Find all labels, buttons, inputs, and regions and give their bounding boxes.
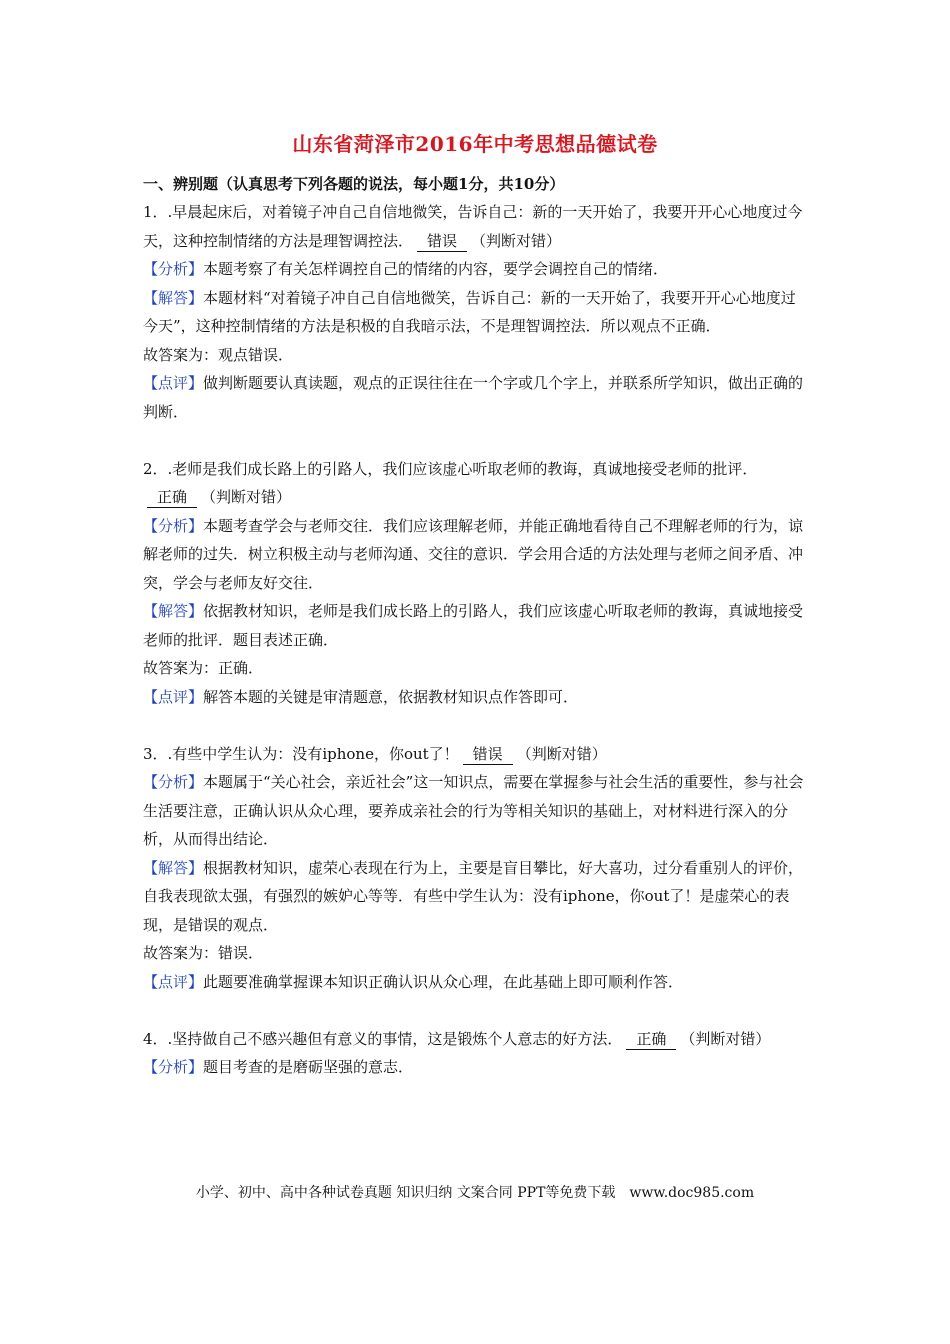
answer-blank: 错误 xyxy=(463,744,513,765)
solution-paragraph: 【解答】根据教材知识，虚荣心表现在行为上，主要是盲目攀比，好大喜功，过分看重别人的评价，自我表现欲太强，有强烈的嫉妒心等等．有些中学生认为：没有iphone，你out了！是虚荣心的表现，是错误的观点． xyxy=(143,858,804,934)
analysis-paragraph: 【分析】本题考查学会与老师交往．我们应该理解老师，并能正确地看待自己不理解老师的行为，谅解老师的过失．树立积极主动与老师沟通、交往的意识．学会用合适的方法处理与老师之间矛盾、冲突，学会与老师友好交往． xyxy=(143,516,804,592)
question-stem: 1．.早晨起床后，对着镜子冲自己自信地微笑，告诉自己：新的一天开始了，我要开开心心地度过今天，这种控制情绪的方法是理智调控法． 错误 （判断对错） xyxy=(143,203,803,250)
answer-blank: 错误 xyxy=(417,231,467,252)
comment-paragraph: 【点评】此题要准确掌握课本知识正确认识从众心理，在此基础上即可顺利作答． xyxy=(143,972,684,991)
judge-note: （判断对错） xyxy=(201,488,292,506)
solution-paragraph: 【解答】本题材料“对着镜子冲自己自信地微笑，告诉自己：新的一天开始了，我要开开心心地度过今天”，这种控制情绪的方法是积极的自我暗示法，不是理智调控法．所以观点不正确． xyxy=(143,288,796,335)
comment-tag: 【点评】 xyxy=(143,687,204,706)
comment-tag: 【点评】 xyxy=(143,972,204,991)
document-title: 山东省菏泽市2016年中考思想品德试卷 xyxy=(292,132,658,156)
question-3 xyxy=(143,740,808,997)
comment-paragraph: 【点评】做判断题要认真读题，观点的正误往往在一个字或几个字上，并联系所学知识，做出正确的判断． xyxy=(143,374,804,421)
judge-note: （判断对错） xyxy=(516,744,607,763)
solution-tag: 【解答】 xyxy=(143,602,204,620)
question-list xyxy=(143,198,808,1110)
analysis-paragraph: 【分析】本题属于“关心社会，亲近社会”这一知识点，需要在掌握参与社会生活的重要性，参与社会生活要注意，正确认识从众心理，要养成亲社会的行为等相关知识的基础上，对材料进行深入的分析，从而得出结论． xyxy=(143,773,804,848)
solution-paragraph: 【解答】依据教材知识，老师是我们成长路上的引路人，我们应该虚心听取老师的教诲，真诚地接受老师的批评．题目表述正确． xyxy=(143,602,804,649)
solution-tag: 【解答】 xyxy=(143,858,204,877)
judge-note: （判断对错） xyxy=(471,231,562,250)
analysis-tag: 【分析】 xyxy=(143,1058,204,1076)
comment-paragraph: 【点评】解答本题的关键是审清题意，依据教材知识点作答即可． xyxy=(143,687,579,706)
answer-blank: 正确 xyxy=(626,1029,676,1050)
final-answer: 故答案为：错误． xyxy=(143,944,264,962)
analysis-paragraph: 【分析】本题考察了有关怎样调控自己的情绪的内容，要学会调控自己的情绪． xyxy=(143,260,669,278)
analysis-tag: 【分析】 xyxy=(143,773,204,791)
analysis-tag: 【分析】 xyxy=(143,260,204,278)
final-answer: 故答案为：正确． xyxy=(143,659,264,677)
question-stem: 2．.老师是我们成长路上的引路人，我们应该虚心听取老师的教诲，真诚地接受老师的批评．正确 （判断对错） xyxy=(143,459,758,506)
page-footer: 小学、初中、高中各种试卷真题 知识归纳 文案合同 PPT等免费下载 www.doc985.com xyxy=(195,1185,755,1201)
question-stem: 4．.坚持做自己不感兴趣但有意义的事情，这是锻炼个人意志的好方法． 正确 （判断对错） xyxy=(143,1029,771,1048)
question-1 xyxy=(143,198,808,426)
solution-tag: 【解答】 xyxy=(143,288,204,307)
final-answer: 故答案为：观点错误． xyxy=(143,345,294,364)
question-4 xyxy=(143,1025,808,1082)
analysis-tag: 【分析】 xyxy=(143,516,204,535)
analysis-paragraph: 【分析】题目考查的是磨砺坚强的意志． xyxy=(143,1058,414,1076)
section-heading: 一、辨别题（认真思考下列各题的说法，每小题1分，共10分） xyxy=(143,175,565,193)
question-2 xyxy=(143,455,808,712)
comment-tag: 【点评】 xyxy=(143,374,204,392)
question-stem: 3．.有些中学生认为：没有iphone，你out了！ 错误 （判断对错） xyxy=(143,744,607,763)
answer-blank: 正确 xyxy=(147,487,197,508)
judge-note: （判断对错） xyxy=(680,1029,771,1048)
